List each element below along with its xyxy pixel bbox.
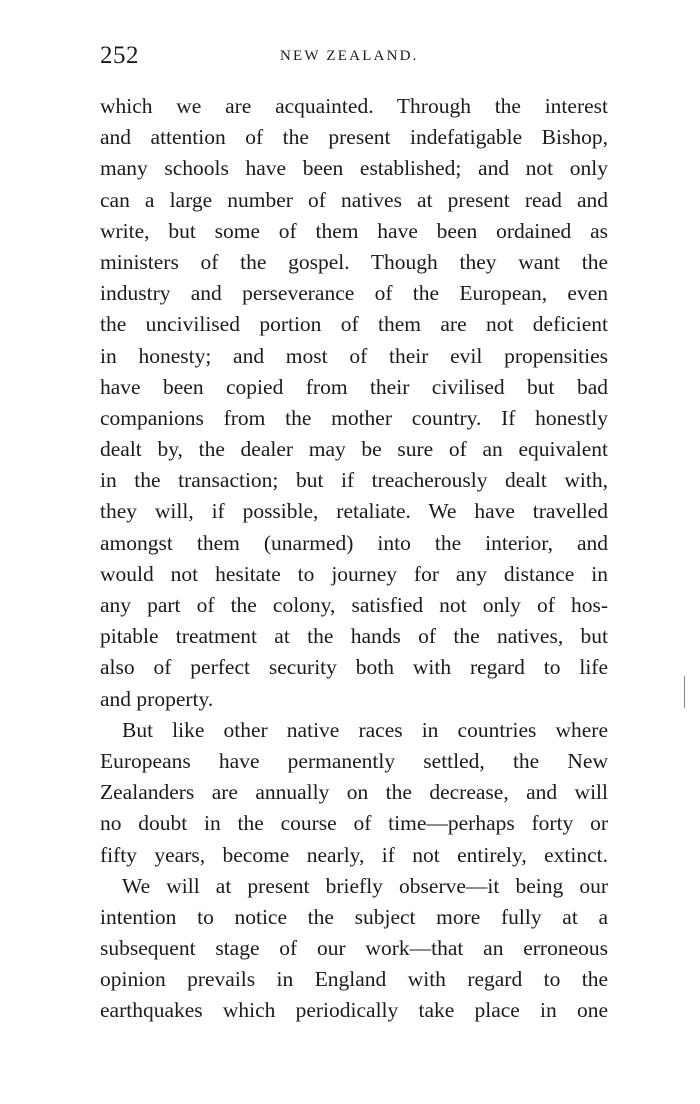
text-line: industry and perseverance of the European, even — [100, 281, 608, 306]
text-line: earthquakes which periodically take place in one — [100, 998, 608, 1023]
text-line: can a large number of natives at present read and — [100, 187, 608, 212]
text-line: in the transaction; but if treacherously dealt with, — [100, 468, 608, 493]
page-edge-mark — [684, 676, 685, 708]
text-line: intention to notice the subject more fully at a — [100, 904, 608, 929]
text-line: and attention of the present indefatigable Bishop, — [100, 125, 608, 150]
body-text — [100, 91, 608, 1027]
text-line: amongst them (unarmed) into the interior, and — [100, 530, 608, 555]
text-line: Europeans have permanently settled, the New — [100, 748, 608, 773]
text-line: Zealanders are annually on the decrease, and will — [100, 780, 608, 805]
running-head — [100, 42, 608, 76]
text-line: the uncivilised portion of them are not deficient — [100, 312, 608, 337]
text-line: opinion prevails in England with regard to the — [100, 967, 608, 992]
text-line: subsequent stage of our work—that an erroneous — [100, 936, 608, 961]
text-line: We will at present briefly observe—it being our — [122, 873, 608, 898]
text-line: in honesty; and most of their evil propensities — [100, 343, 608, 368]
text-line: dealt by, the dealer may be sure of an equivalent — [100, 437, 608, 462]
text-line: have been copied from their civilised but bad — [100, 374, 608, 399]
page-number: 252 — [100, 42, 139, 69]
text-line: many schools have been established; and not only — [100, 156, 608, 181]
text-line: pitable treatment at the hands of the natives, but — [100, 624, 608, 649]
running-title: NEW ZEALAND. — [280, 48, 419, 64]
text-line: and property. — [100, 686, 214, 711]
text-line: also of perfect security both with regard to life — [100, 655, 608, 680]
text-line: any part of the colony, satisfied not only of hos- — [100, 593, 608, 617]
text-line: But like other native races in countries where — [122, 717, 608, 742]
text-line: no doubt in the course of time—perhaps forty or — [100, 811, 608, 836]
text-line: they will, if possible, retaliate. We have travelled — [100, 499, 608, 524]
text-line: would not hesitate to journey for any distance in — [100, 561, 608, 586]
text-line: companions from the mother country. If honestly — [100, 405, 608, 430]
text-line: which we are acquainted. Through the interest — [100, 94, 608, 118]
text-line: write, but some of them have been ordained as — [100, 218, 608, 243]
text-line: fifty years, become nearly, if not entirely, extinct. — [100, 842, 608, 867]
text-line: ministers of the gospel. Though they want the — [100, 249, 608, 274]
